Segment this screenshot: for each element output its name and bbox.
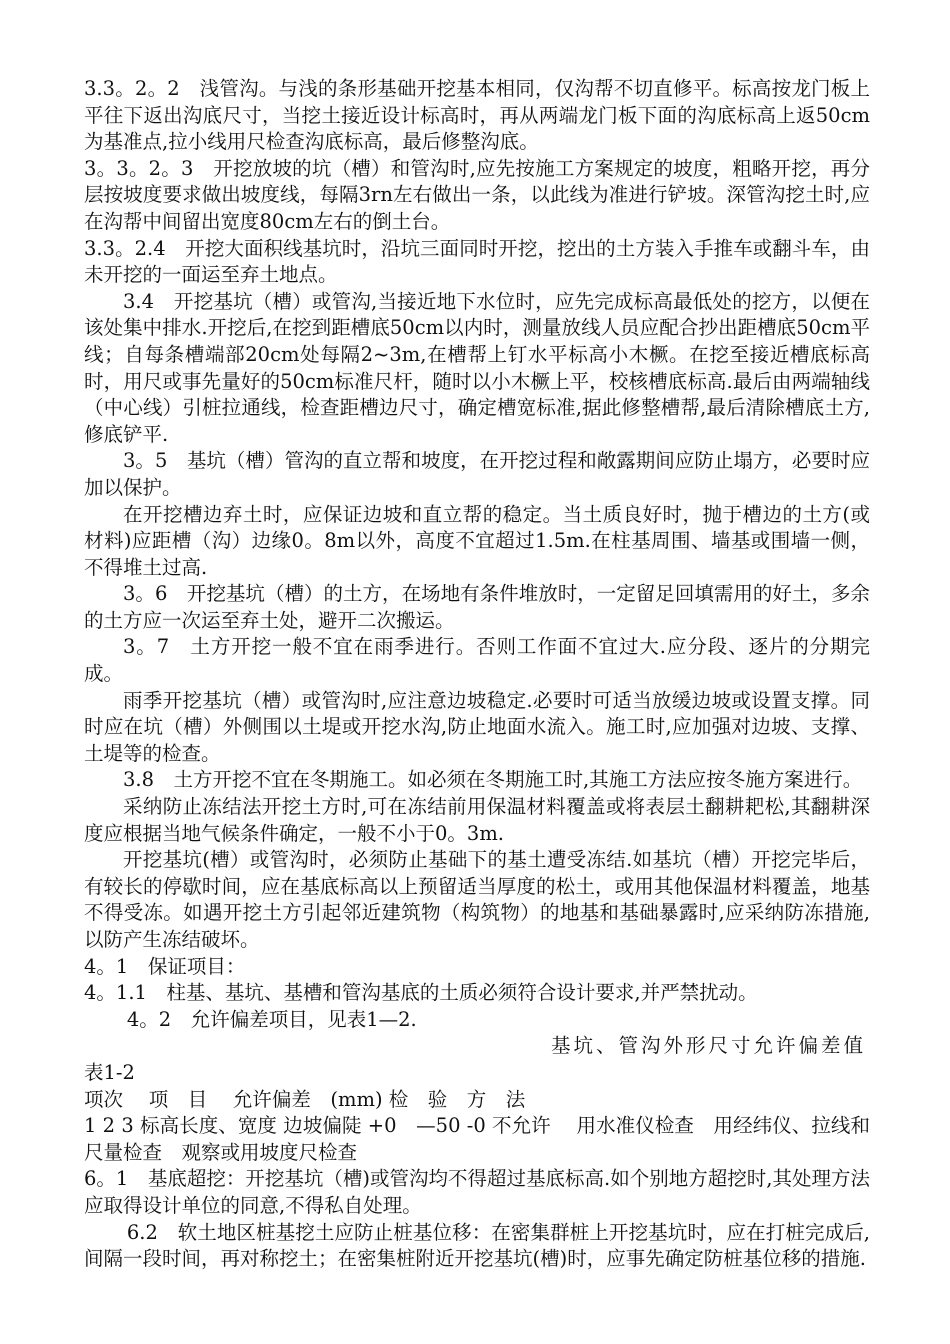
- paragraph-6-1: 6。1 基底超挖：开挖基坑（槽)或管沟均不得超过基底标高.如个别地方超挖时,其处理方法应取得设计单位的同意,不得私自处理。: [84, 1167, 870, 1217]
- table-body: 1 2 3 标高长度、宽度 边坡偏陡 +0 —50 -0 不允许 用水准仪检查 用经纬仪、拉线和尺量检查 观察或用坡度尺检查: [84, 1114, 870, 1164]
- table-header: 项次 项 目 允许偏差 (mm) 检 验 方 法: [84, 1087, 526, 1111]
- paragraph-3-3-2-4: 3.3。2.4 开挖大面积线基坑时，沿坑三面同时开挖，挖出的土方装入手推车或翻斗车，由未开挖的一面运至弃土地点。: [84, 236, 870, 287]
- paragraph-3-7: 3。7 土方开挖一般不宜在雨季进行。否则工作面不宜过大.应分段、逐片的分期完成。: [84, 635, 870, 686]
- table-title: 基坑、管沟外形尺寸允许偏差值: [550, 1034, 866, 1058]
- paragraph-6-2: 6.2 软土地区桩基挖土应防止桩基位移：在密集群桩上开挖基坑时，应在打桩完成后,间隔一段时间，再对称挖土；在密集桩附近开挖基坑(槽)时，应事先确定防桩基位移的措施.: [84, 1220, 870, 1271]
- paragraph-frost-protection: 开挖基坑(槽）或管沟时，必须防止基础下的基土遭受冻结.如基坑（槽）开挖完毕后，有较长的停歇时间，应在基底标高以上预留适当厚度的松土，或用其他保温材料覆盖，地基不得受冻。如遇开挖土方引起邻近建筑物（构筑物）的地基和基础暴露时,应采纳防冻措施,以防产生冻结破坏。: [84, 848, 870, 951]
- paragraph-3-3-2-2: 3.3。2。2 浅管沟。与浅的条形基础开挖基本相同，仅沟帮不切直修平。标高按龙门板上平往下返出沟底尺寸，当挖土接近设计标高时，再从两端龙门板下面的沟底标高上返50cm为基准点,拉小线用尺检查沟底标高，最后修整沟底。: [84, 77, 870, 154]
- paragraph-3-3-2-3: 3。3。2。3 开挖放坡的坑（槽）和管沟时,应先按施工方案规定的坡度，粗略开挖，再分层按坡度要求做出坡度线，每隔3rn左右做出一条，以此线为准进行铲坡。深管沟挖土时,应在沟帮中间留出宽度80cm左右的倒土台。: [84, 156, 870, 233]
- paragraph-4-2: 4。2 允许偏差项目，见表1—2.: [126, 1007, 417, 1031]
- paragraph-4-1: 4。1 保证项目：: [84, 954, 246, 978]
- paragraph-spoil-soil: 在开挖槽边弃土时，应保证边坡和直立帮的稳定。当土质良好时，抛于槽边的土方(或材料)应距槽（沟）边缘0。8m以外，高度不宜超过1.5m.在柱基周围、墙基或围墙一侧，不得堆土过高.: [84, 502, 870, 579]
- document-page: [84, 76, 870, 1273]
- paragraph-3-8: 3.8 土方开挖不宜在冬期施工。如必须在冬期施工时,其施工方法应按冬施方案进行。: [123, 768, 863, 792]
- paragraph-4-1-1: 4。1.1 柱基、基坑、基槽和管沟基底的土质必须符合设计要求,并严禁扰动。: [84, 981, 758, 1005]
- paragraph-3-4: 3.4 开挖基坑（槽）或管沟,当接近地下水位时，应先完成标高最低处的挖方，以便在该处集中排水.开挖后,在挖到距槽底50cm以内时，测量放线人员应配合抄出距槽底50cm平线；自每条槽端部20cm处每隔2~3m,在槽帮上钉水平标高小木橛。在挖至接近槽底标高时，用尺或事先量好的50cm标准尺杆，随时以小木橛上平，校核槽底标高.最后由两端轴线（中心线）引桩拉通线，检查距槽边尺寸，确定槽宽标准,据此修整槽帮,最后清除槽底土方,修底铲平.: [84, 289, 870, 446]
- table-number: 表1-2: [84, 1060, 135, 1084]
- paragraph-3-6: 3。6 开挖基坑（槽）的土方，在场地有条件堆放时，一定留足回填需用的好土，多余的土方应一次运至弃土处，避开二次搬运。: [84, 582, 870, 632]
- paragraph-3-5: 3。5 基坑（槽）管沟的直立帮和坡度，在开挖过程和敞露期间应防止塌方，必要时应加以保护。: [84, 449, 870, 499]
- paragraph-anti-freeze: 采纳防止冻结法开挖土方时,可在冻结前用保温材料覆盖或将表层土翻耕耙松,其翻耕深度应根据当地气候条件确定，一般不小于0。3m.: [84, 795, 870, 845]
- paragraph-rainy-season: 雨季开挖基坑（槽）或管沟时,应注意边坡稳定.必要时可适当放缓边坡或设置支撑。同时应在坑（槽）外侧围以土堤或开挖水沟,防止地面水流入。施工时,应加强对边坡、支撑、土堤等的检查。: [84, 688, 870, 765]
